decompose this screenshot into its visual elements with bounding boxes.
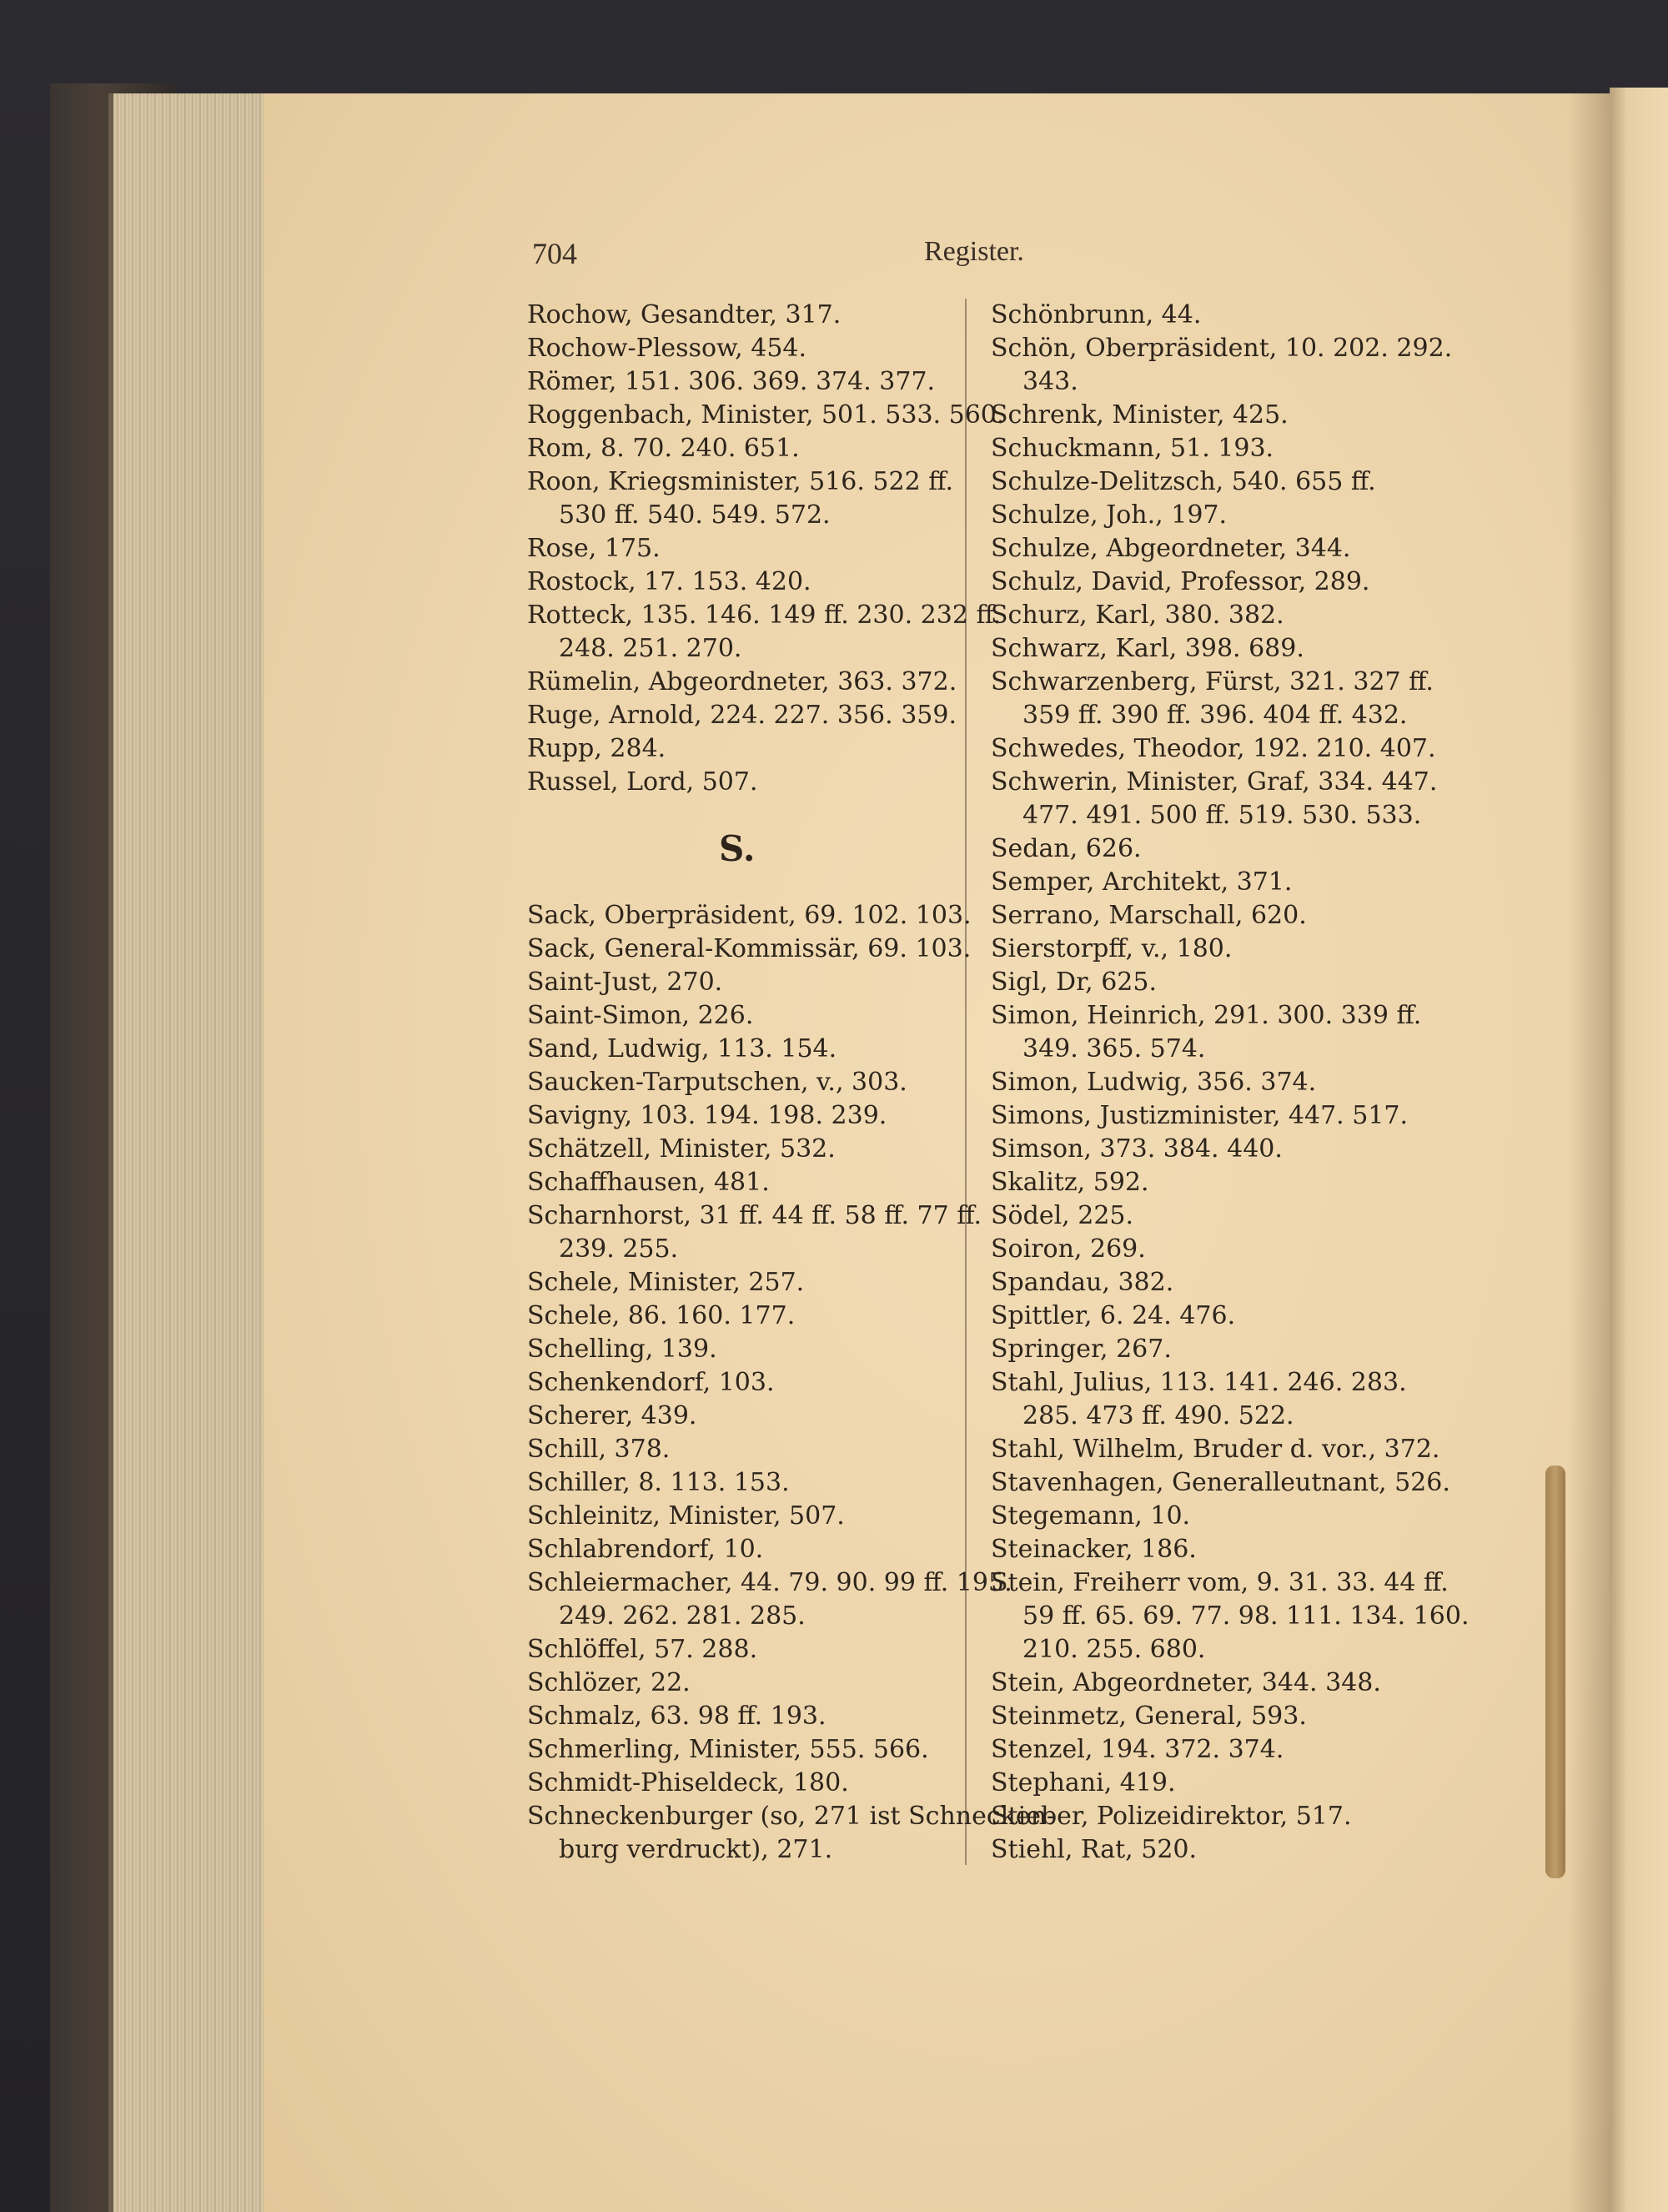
index-entry <box>991 566 1469 599</box>
index-entry <box>527 532 1055 566</box>
index-entry <box>527 1366 1055 1400</box>
index-entry-text: Stiehl, Rat, 520. <box>991 1835 1198 1864</box>
index-entry <box>991 1700 1469 1733</box>
index-entry-text: Savigny, 103. 194. 198. 239. <box>527 1101 887 1130</box>
index-entry-text: Stein, Abgeordneter, 344. 348. <box>991 1668 1381 1697</box>
index-entry-text: Steinmetz, General, 593. <box>991 1702 1307 1731</box>
index-entry-text: Steinacker, 186. <box>991 1535 1197 1564</box>
index-entry-continuation: 349. 365. 574. <box>1022 1034 1206 1063</box>
index-entry-text: Schele, Minister, 257. <box>527 1268 805 1297</box>
index-entry <box>527 1433 1055 1466</box>
index-entry <box>991 999 1469 1066</box>
index-entry-text: Schleiermacher, 44. 79. 90. 99 ff. 195. <box>527 1568 1012 1597</box>
index-entry-text: Stavenhagen, Generalleutnant, 526. <box>991 1468 1450 1497</box>
index-entry-text: Schlabrendorf, 10. <box>527 1535 764 1564</box>
index-entry <box>527 1667 1055 1700</box>
index-entry-text: Schön, Oberpräsident, 10. 202. 292. <box>991 334 1453 363</box>
index-entry-text: Schulze-Delitzsch, 540. 655 ff. <box>991 467 1376 496</box>
index-entry <box>527 566 1055 599</box>
index-entry-text: Schwarzenberg, Fürst, 321. 327 ff. <box>991 667 1434 696</box>
index-entry <box>527 1099 1055 1133</box>
index-entry <box>527 666 1055 699</box>
index-entry <box>991 732 1469 766</box>
index-entry-text: Schiller, 8. 113. 153. <box>527 1468 790 1497</box>
index-entry-text: Simson, 373. 384. 440. <box>991 1134 1283 1164</box>
index-entry <box>991 1833 1469 1867</box>
index-entry <box>991 1166 1469 1199</box>
index-entry <box>991 1733 1469 1767</box>
index-entry-text: Schulze, Joh., 197. <box>991 500 1228 530</box>
index-entry <box>527 299 1055 332</box>
index-entry-text: Skalitz, 592. <box>991 1168 1149 1197</box>
index-entry-text: Spittler, 6. 24. 476. <box>991 1301 1236 1330</box>
index-entry-text: Rostock, 17. 153. 420. <box>527 567 811 596</box>
index-entry-text: Sierstorpff, v., 180. <box>991 934 1233 963</box>
index-entry <box>991 866 1469 899</box>
index-entry-text: Russel, Lord, 507. <box>527 767 758 797</box>
index-entry <box>527 899 1055 933</box>
index-entry-text: Saucken-Tarputschen, v., 303. <box>527 1068 907 1097</box>
index-entry <box>991 1500 1469 1533</box>
index-entry-text: Simons, Justizminister, 447. 517. <box>991 1101 1409 1130</box>
index-entry <box>991 499 1469 532</box>
index-entry <box>991 1133 1469 1166</box>
index-entry <box>527 1066 1055 1099</box>
index-entry-continuation: 285. 473 ff. 490. 522. <box>1022 1401 1294 1430</box>
entry-list-s-continued <box>991 299 1469 1867</box>
index-entry <box>991 1433 1469 1466</box>
index-entry <box>991 832 1469 866</box>
index-entry <box>527 933 1055 966</box>
index-entry-text: Schmerling, Minister, 555. 566. <box>527 1735 929 1764</box>
index-entry-text: Rupp, 284. <box>527 734 666 763</box>
index-entry <box>527 1300 1055 1333</box>
index-entry-continuation: 249. 262. 281. 285. <box>559 1601 806 1631</box>
index-entry-text: Stieber, Polizeidirektor, 517. <box>991 1802 1352 1831</box>
index-entry-continuation: 239. 255. <box>559 1234 679 1264</box>
index-entry-text: Stein, Freiherr vom, 9. 31. 33. 44 ff. <box>991 1568 1449 1597</box>
index-entry-text: Schätzell, Minister, 532. <box>527 1134 836 1164</box>
index-entry <box>991 1366 1469 1433</box>
facing-page-edge <box>1610 88 1668 2212</box>
index-entry-text: Scherer, 439. <box>527 1401 697 1430</box>
index-entry-text: Simon, Heinrich, 291. 300. 339 ff. <box>991 1001 1422 1030</box>
index-entry-text: Spandau, 382. <box>991 1268 1174 1297</box>
index-entry-text: Stenzel, 194. 372. 374. <box>991 1735 1284 1764</box>
index-entry <box>991 1767 1469 1800</box>
index-column-right <box>991 299 1469 1867</box>
index-entry-text: Sack, General-Kommissär, 69. 103. <box>527 934 972 963</box>
index-entry-text: Sand, Ludwig, 113. 154. <box>527 1034 837 1063</box>
index-entry <box>991 1233 1469 1266</box>
index-entry <box>991 599 1469 632</box>
index-entry <box>991 1266 1469 1300</box>
index-entry-continuation: 359 ff. 390 ff. 396. 404 ff. 432. <box>1022 701 1408 730</box>
index-entry-text: Sigl, Dr, 625. <box>991 968 1157 997</box>
index-entry <box>991 1566 1469 1667</box>
index-entry-text: Schaffhausen, 481. <box>527 1168 770 1197</box>
index-entry <box>991 432 1469 465</box>
page-block-edges <box>108 93 272 2212</box>
index-entry-text: Sack, Oberpräsident, 69. 102. 103. <box>527 901 972 930</box>
index-entry <box>527 1400 1055 1433</box>
index-entry <box>527 399 1055 432</box>
index-entry-text: Roon, Kriegsminister, 516. 522 ff. <box>527 467 953 496</box>
index-entry-text: Schrenk, Minister, 425. <box>991 400 1289 430</box>
index-entry <box>527 766 1055 799</box>
index-entry <box>991 933 1469 966</box>
index-entry-text: Roggenbach, Minister, 501. 533. 560. <box>527 400 1005 430</box>
index-entry <box>527 732 1055 766</box>
index-entry <box>527 1533 1055 1566</box>
index-entry <box>991 1199 1469 1233</box>
index-entry <box>527 1166 1055 1199</box>
index-entry-text: Stephani, 419. <box>991 1768 1176 1797</box>
index-entry <box>527 1633 1055 1667</box>
index-entry-text: Stegemann, 10. <box>991 1501 1191 1531</box>
index-entry <box>991 1533 1469 1566</box>
index-entry <box>527 599 1055 666</box>
index-entry-text: Rose, 175. <box>527 534 661 563</box>
index-entry-text: Schleinitz, Minister, 507. <box>527 1501 845 1531</box>
index-entry-text: Rochow, Gesandter, 317. <box>527 300 842 329</box>
index-entry-text: Springer, 267. <box>991 1335 1172 1364</box>
index-entry-text: Sedan, 626. <box>991 834 1142 863</box>
index-entry <box>991 299 1469 332</box>
index-entry <box>991 1300 1469 1333</box>
index-entry-text: Södel, 225. <box>991 1201 1134 1230</box>
index-entry-text: Saint-Just, 270. <box>527 968 723 997</box>
index-entry <box>991 899 1469 933</box>
index-entry <box>991 632 1469 666</box>
section-heading-s: S. <box>719 828 756 869</box>
entry-list-r <box>527 299 1055 799</box>
index-entry-text: Schwerin, Minister, Graf, 334. 447. <box>991 767 1438 797</box>
index-entry <box>527 1133 1055 1166</box>
index-entry-text: Soiron, 269. <box>991 1234 1146 1264</box>
page-number: 704 <box>532 237 577 270</box>
index-entry <box>527 1333 1055 1366</box>
index-entry <box>527 1566 1055 1633</box>
index-entry-text: Römer, 151. 306. 369. 374. 377. <box>527 367 936 396</box>
index-entry-text: Schele, 86. 160. 177. <box>527 1301 796 1330</box>
index-entry-text: Serrano, Marschall, 620. <box>991 901 1307 930</box>
index-entry-text: Rochow-Plessow, 454. <box>527 334 807 363</box>
index-entry <box>991 1466 1469 1500</box>
index-entry-continuation: 59 ff. 65. 69. 77. 98. 111. 134. 160. <box>1022 1601 1470 1631</box>
index-entry <box>991 399 1469 432</box>
index-entry <box>527 999 1055 1033</box>
index-entry <box>527 1266 1055 1300</box>
index-entry <box>527 1733 1055 1767</box>
index-entry <box>527 465 1055 532</box>
index-entry-continuation: 248. 251. 270. <box>559 634 742 663</box>
index-entry-text: Schwarz, Karl, 398. 689. <box>991 634 1304 663</box>
index-entry-continuation: 210. 255. 680. <box>1022 1635 1206 1664</box>
index-entry <box>991 532 1469 566</box>
index-entry <box>527 1500 1055 1533</box>
entry-list-s <box>527 899 1055 1867</box>
index-entry-text: Rotteck, 135. 146. 149 ff. 230. 232 ff. <box>527 601 1002 630</box>
index-entry <box>991 332 1469 399</box>
index-entry <box>991 1333 1469 1366</box>
index-entry-text: Saint-Simon, 226. <box>527 1001 754 1030</box>
index-entry <box>527 1199 1055 1266</box>
index-entry-continuation: burg verdruckt), 271. <box>559 1835 833 1864</box>
index-entry <box>527 1800 1055 1867</box>
index-entry-continuation: 530 ff. 540. 549. 572. <box>559 500 831 530</box>
index-entry-text: Rom, 8. 70. 240. 651. <box>527 434 800 463</box>
index-entry-text: Schulz, David, Professor, 289. <box>991 567 1370 596</box>
index-entry <box>991 1667 1469 1700</box>
index-entry-text: Schill, 378. <box>527 1435 671 1464</box>
index-entry-continuation: 477. 491. 500 ff. 519. 530. 533. <box>1022 801 1422 830</box>
index-entry-text: Semper, Architekt, 371. <box>991 867 1293 897</box>
index-entry-text: Schenkendorf, 103. <box>527 1368 775 1397</box>
index-entry-text: Ruge, Arnold, 224. 227. 356. 359. <box>527 701 957 730</box>
index-entry-text: Simon, Ludwig, 356. 374. <box>991 1068 1317 1097</box>
index-entry-text: Rümelin, Abgeordneter, 363. 372. <box>527 667 957 696</box>
index-entry <box>991 966 1469 999</box>
index-entry-text: Schmidt-Phiseldeck, 180. <box>527 1768 849 1797</box>
index-entry <box>527 365 1055 399</box>
index-entry-text: Schulze, Abgeordneter, 344. <box>991 534 1351 563</box>
index-entry <box>991 1066 1469 1099</box>
index-entry <box>527 332 1055 365</box>
index-entry-text: Schlöffel, 57. 288. <box>527 1635 758 1664</box>
index-entry-text: Schönbrunn, 44. <box>991 300 1202 329</box>
index-entry <box>527 699 1055 732</box>
index-entry <box>991 1800 1469 1833</box>
index-column-left <box>527 299 1055 1867</box>
index-entry-text: Schneckenburger (so, 271 ist Schnecken- <box>527 1802 1056 1831</box>
index-entry <box>991 766 1469 832</box>
index-entry-text: Stahl, Julius, 113. 141. 246. 283. <box>991 1368 1407 1397</box>
index-entry-text: Schlözer, 22. <box>527 1668 691 1697</box>
index-entry-text: Stahl, Wilhelm, Bruder d. vor., 372. <box>991 1435 1440 1464</box>
index-entry <box>991 1099 1469 1133</box>
index-entry-text: Schuckmann, 51. 193. <box>991 434 1274 463</box>
index-entry <box>527 1466 1055 1500</box>
index-entry <box>527 1033 1055 1066</box>
bookmark-ribbon <box>1545 1465 1565 1878</box>
running-head: Register. <box>924 236 1024 267</box>
index-entry <box>527 432 1055 465</box>
index-entry-text: Scharnhorst, 31 ff. 44 ff. 58 ff. 77 ff. <box>527 1201 982 1230</box>
index-entry-continuation: 343. <box>1022 367 1078 396</box>
index-entry-text: Schelling, 139. <box>527 1335 717 1364</box>
index-entry-text: Schwedes, Theodor, 192. 210. 407. <box>991 734 1436 763</box>
index-entry <box>527 1767 1055 1800</box>
index-entry-text: Schurz, Karl, 380. 382. <box>991 601 1284 630</box>
index-entry <box>991 666 1469 732</box>
index-entry-text: Schmalz, 63. 98 ff. 193. <box>527 1702 826 1731</box>
index-entry <box>991 465 1469 499</box>
index-entry <box>527 966 1055 999</box>
index-entry <box>527 1700 1055 1733</box>
